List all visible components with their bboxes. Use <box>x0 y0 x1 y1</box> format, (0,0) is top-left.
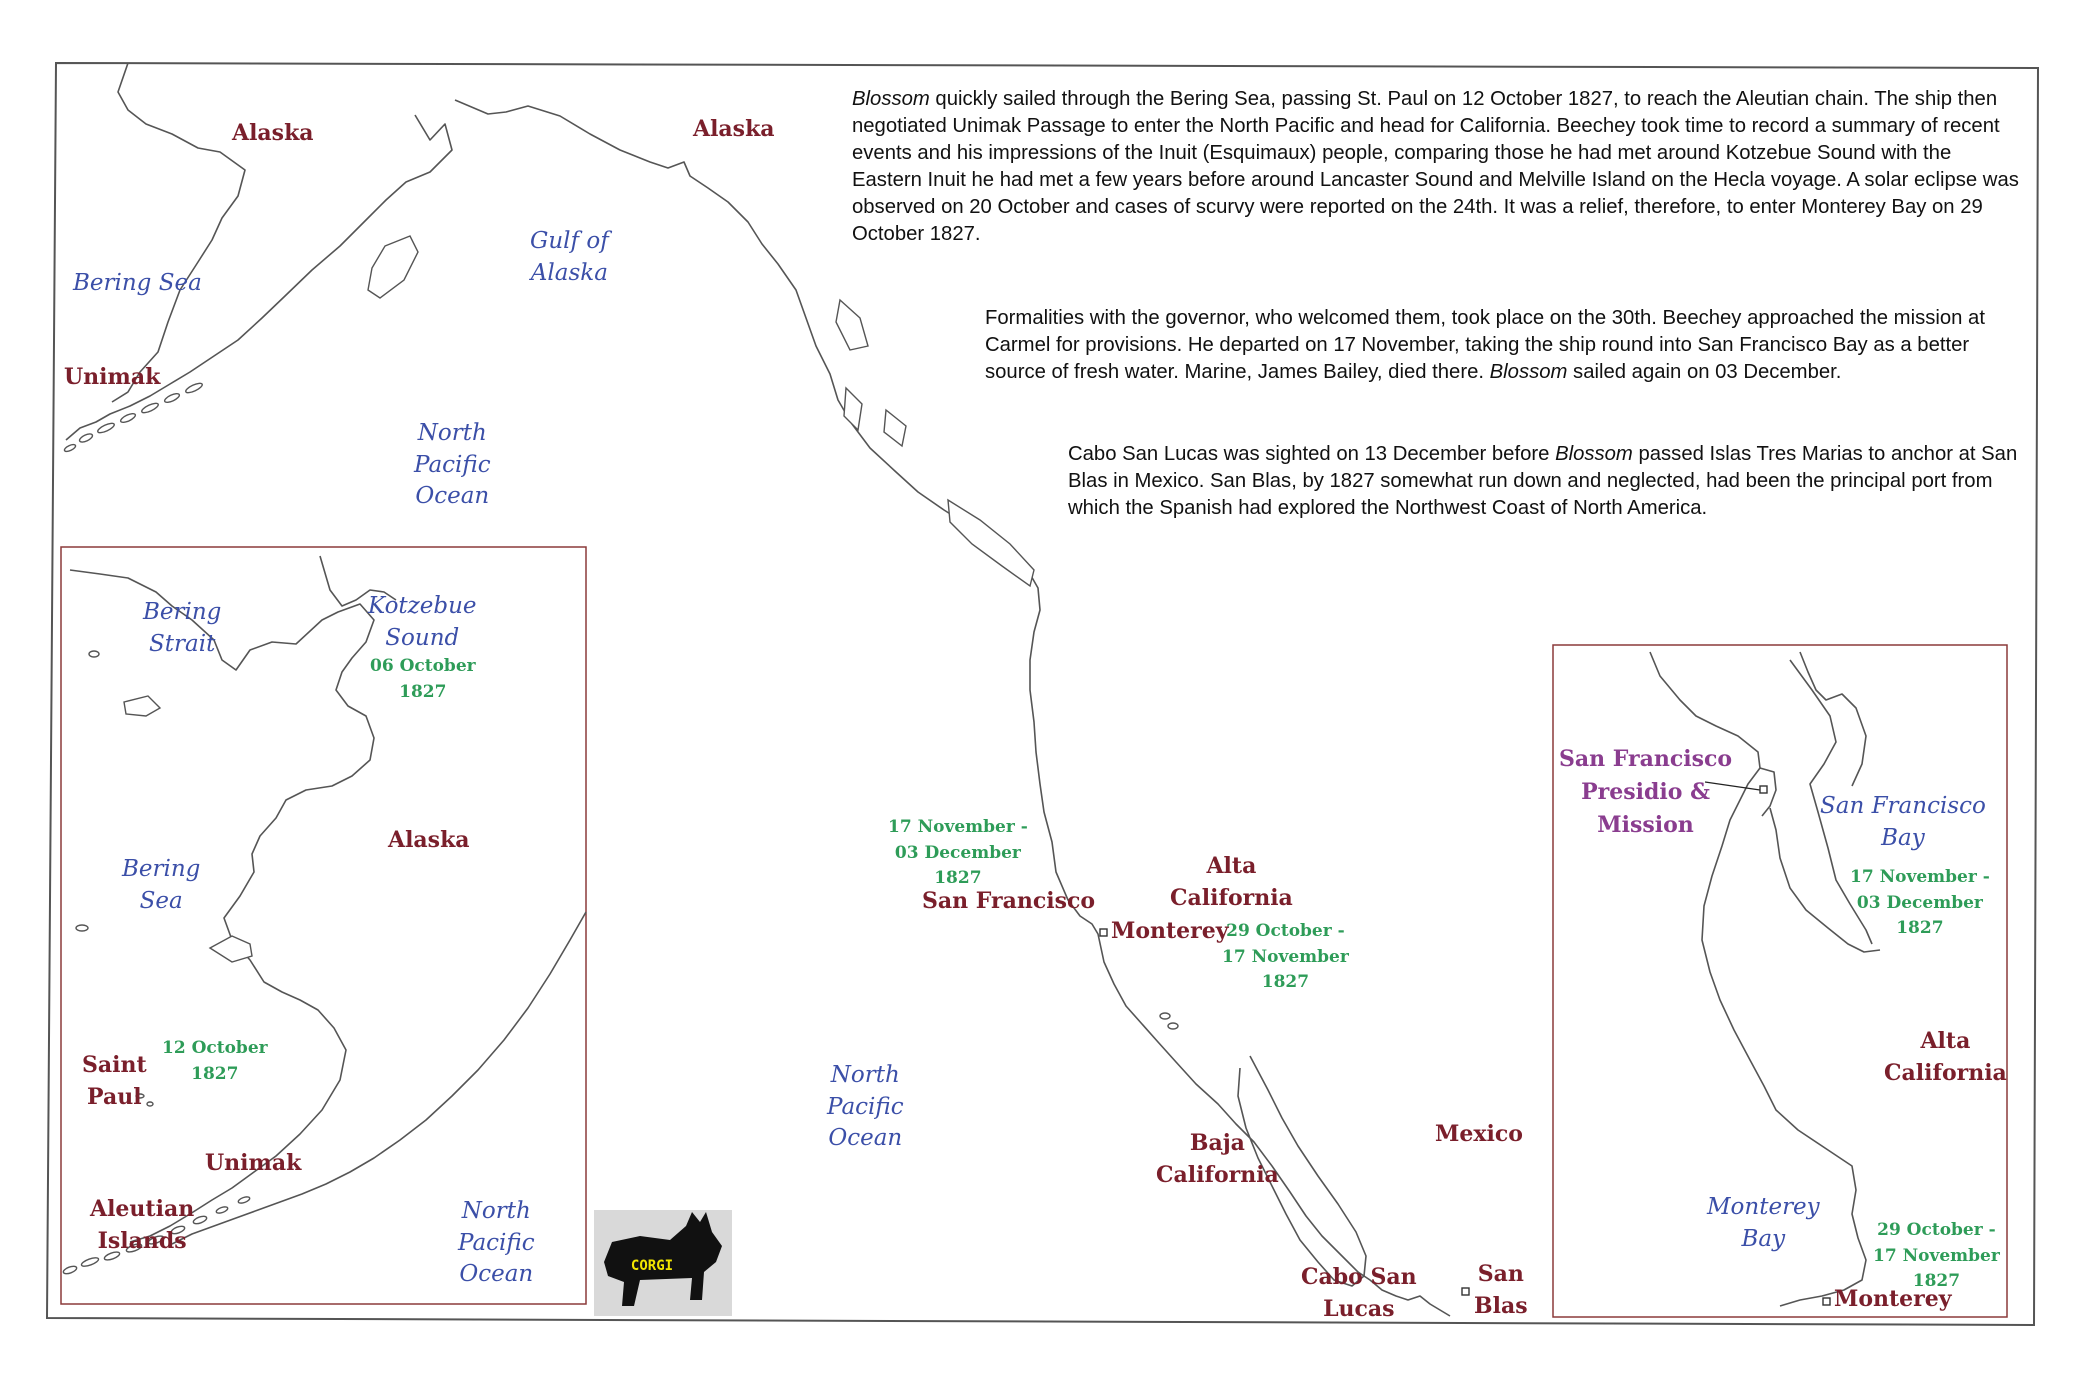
label-inset-monterey-dates: 29 October - 17 November 1827 <box>1873 1220 2000 1291</box>
label-kotzebue-dates: 06 October 1827 <box>370 656 476 702</box>
label-baja-california: Baja California <box>1156 1130 1279 1188</box>
label-inset-monterey: Monterey <box>1834 1286 1952 1312</box>
label-saint-paul-dates: 12 October 1827 <box>162 1038 268 1084</box>
narrative-text: passed Islas Tres Marias to anchor at San Blas in Mexico. San Blas, by 1827 somewhat run down and neglected, had been the principal port from which the Spanish had explored the Northwest Coast of North America. <box>1068 443 2018 519</box>
narrative-paragraph-1 <box>852 86 2024 248</box>
logo-text: CORGI <box>630 1258 674 1274</box>
label-aleutian-islands: Aleutian Islands <box>90 1196 195 1254</box>
label-cabo-san-lucas: Cabo San Lucas <box>1301 1264 1417 1322</box>
label-san-francisco: San Francisco <box>922 888 1096 914</box>
label-inset-north-pacific: North Pacific Ocean <box>458 1198 535 1288</box>
label-bering-sea: Bering Sea <box>73 270 202 296</box>
label-unimak: Unimak <box>64 364 161 390</box>
narrative-text: sailed again on 03 December. <box>1567 361 1842 383</box>
label-inset-unimak: Unimak <box>205 1150 302 1176</box>
ship-name: Blossom <box>1555 443 1633 465</box>
monterey-marker <box>1100 929 1107 936</box>
label-sf-bay: San Francisco Bay <box>1820 793 1986 851</box>
label-monterey: Monterey <box>1111 918 1229 944</box>
label-inset-bering-sea: Bering Sea <box>122 856 201 914</box>
label-mexico: Mexico <box>1435 1121 1523 1147</box>
label-north-pacific-south: North Pacific Ocean <box>827 1062 904 1152</box>
alaska-west-coast <box>112 63 245 402</box>
narrative-paragraph-3 <box>1068 441 2028 522</box>
label-san-blas: San Blas <box>1474 1261 1528 1319</box>
label-north-pacific-north: North Pacific Ocean <box>414 420 491 510</box>
aleutian-islands-main <box>64 381 204 452</box>
label-saint-paul: Saint Paul <box>82 1052 147 1110</box>
label-alaska-west: Alaska <box>232 120 314 146</box>
kodiak-island <box>368 236 418 298</box>
narrative-text: Cabo San Lucas was sighted on 13 December before <box>1068 443 1556 465</box>
presidio-marker <box>1760 786 1767 793</box>
label-sf-dates: 17 November - 03 December 1827 <box>888 817 1028 888</box>
label-sf-bay-dates: 17 November - 03 December 1827 <box>1850 867 1990 938</box>
inset-monterey-marker <box>1823 1298 1830 1305</box>
label-alaska-east: Alaska <box>693 116 775 142</box>
ship-name: Blossom <box>852 88 930 110</box>
label-kotzebue-sound: Kotzebue Sound <box>368 593 477 651</box>
narrative-paragraph-2 <box>985 305 2021 386</box>
label-inset-alta-california: Alta California <box>1884 1028 2007 1086</box>
san-blas-marker <box>1462 1288 1469 1295</box>
label-bering-strait: Bering Strait <box>143 599 222 657</box>
narrative-text: quickly sailed through the Bering Sea, passing St. Paul on 12 October 1827, to reach the Aleutian chain. The ship then negotiated Unimak Passage to enter the North Pacific and head for California. Beechey took time to record a summary of recent events and his impressions of the Inuit (Esquimaux) people, comparing those he had met around Kotzebue Sound with the Eastern Inuit he had met a few years before around Lancaster Sound and Melville Island on the Hecla voyage. A solar eclipse was observed on 20 October and cases of scurvy were reported on the 24th. It was a relief, therefore, to enter Monterey Bay on 29 October 1827. <box>852 88 2019 245</box>
inset-alaska-frame <box>61 547 586 1304</box>
corgi-logo <box>594 1210 732 1316</box>
label-gulf-of-alaska: Gulf of Alaska <box>530 228 609 286</box>
ship-name: Blossom <box>1489 361 1568 383</box>
label-monterey-dates: 29 October - 17 November 1827 <box>1222 921 1349 992</box>
label-monterey-bay: Monterey Bay <box>1707 1194 1820 1252</box>
narrative-text: Formalities with the governor, who welcomed them, took place on the 30th. Beechey approached the mission at Carmel for provisions. He departed on 17 November, taking the ship round into San Francisco Bay as a better source of fresh water. Marine, James Bailey, died there. <box>985 307 1985 383</box>
label-alta-california: Alta California <box>1170 853 1293 911</box>
label-inset-alaska: Alaska <box>388 827 470 853</box>
label-sf-presidio-mission: San Francisco Presidio & Mission <box>1559 746 1733 838</box>
